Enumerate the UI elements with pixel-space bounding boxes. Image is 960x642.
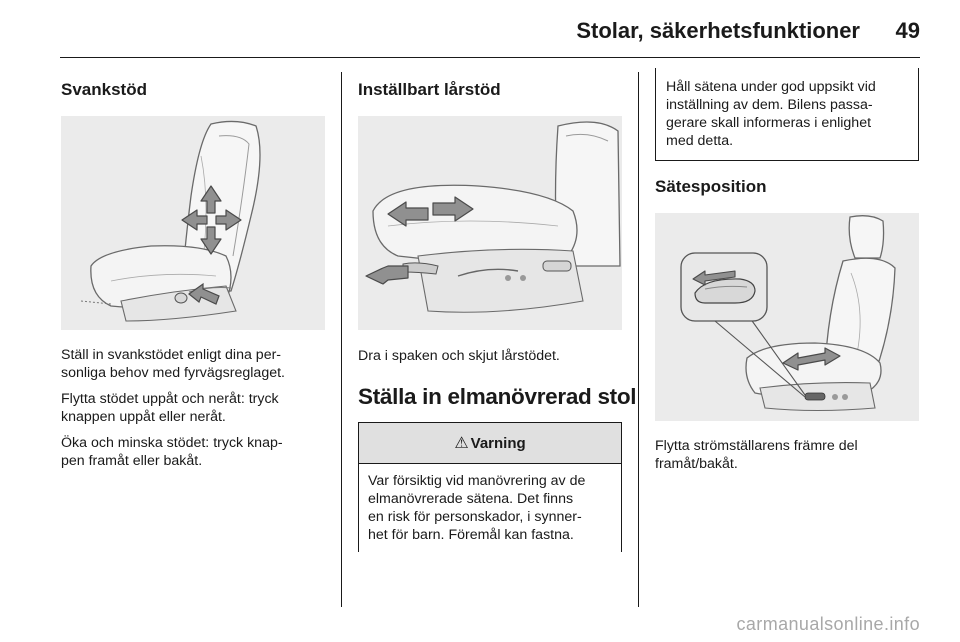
column-2 bbox=[358, 70, 637, 552]
notice-text: Håll sätena under god uppsikt vid inställning av dem. Bilens passa- gerare skall informeras i enlighet med detta. bbox=[666, 79, 876, 149]
lumbar-seat-illustration bbox=[61, 116, 325, 330]
paragraph-lumbar-3: Öka och minska stödet: tryck knap- pen framåt eller bakåt. bbox=[61, 435, 283, 469]
heading-power-seat: Ställa in elmanövrerad stol bbox=[358, 384, 637, 409]
column-divider-1 bbox=[341, 72, 342, 607]
column-divider-2 bbox=[638, 72, 639, 607]
seat-position-illustration bbox=[655, 213, 919, 421]
warning-title: Varning bbox=[470, 434, 526, 452]
figure-thigh-support bbox=[358, 116, 622, 330]
figure-seat-position bbox=[655, 213, 919, 421]
warning-header bbox=[359, 422, 621, 464]
paragraph-seat-position: Flytta strömställarens främre del framåt/bakåt. bbox=[655, 438, 858, 472]
warning-body bbox=[359, 464, 621, 552]
paragraph-lumbar-2: Flytta stödet uppåt och neråt: tryck knappen uppåt eller neråt. bbox=[61, 391, 279, 425]
column-1 bbox=[61, 70, 325, 478]
paragraph-lumbar-1: Ställ in svankstödet enligt dina per- sonliga behov med fyrvägsreglaget. bbox=[61, 347, 285, 381]
warning-triangle-icon: ⚠ bbox=[454, 435, 469, 452]
figure-lumbar-support bbox=[61, 116, 325, 330]
heading-seat-position: Sätesposition bbox=[655, 177, 767, 196]
warning-text: Var försiktig vid manövrering av de elmanövrerade sätena. Det finns en risk för personskador, i synner- het för barn. Föremål kan fastna. bbox=[368, 473, 586, 543]
notice-box bbox=[655, 68, 919, 161]
heading-thigh-support: Inställbart lårstöd bbox=[358, 80, 501, 99]
paragraph-thigh-support: Dra i spaken och skjut lårstödet. bbox=[358, 348, 560, 364]
column-3 bbox=[655, 70, 919, 481]
heading-lumbar-support: Svankstöd bbox=[61, 80, 147, 99]
running-header-title: Stolar, säkerhetsfunktioner bbox=[576, 18, 860, 43]
thigh-support-illustration bbox=[358, 116, 622, 330]
warning-box bbox=[358, 422, 622, 552]
page-number: 49 bbox=[895, 18, 920, 43]
watermark: carmanualsonline.info bbox=[736, 614, 920, 634]
header-divider bbox=[60, 57, 920, 58]
